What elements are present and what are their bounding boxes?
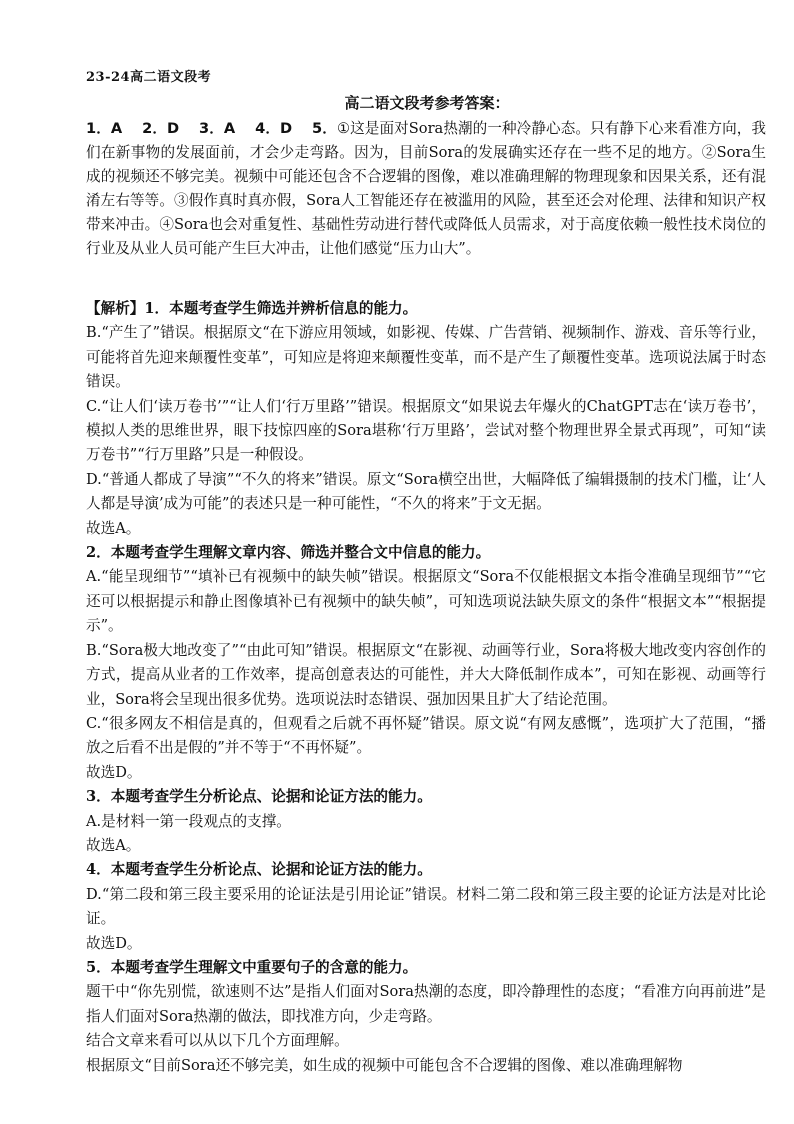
analysis-para-14: D.“第二段和第三段主要采用的论证法是引用论证”错误。材料二第二段和第三段主要的论证方法是对比论证。 xyxy=(86,885,766,928)
exam-header-tag: 23-24高二语文段考 xyxy=(86,70,212,85)
analysis-para-6: A.“能呈现细节”“填补已有视频中的缺失帧”错误。根据原文“Sora不仅能根据文本指令准确呈现细节”“它还可以根据提示和静止图像填补已有视频中的缺失帧”，可知选项说法缺失原文的条件“根据文本”“根据提示”。 xyxy=(86,568,766,635)
analysis-para-7: B.“Sora极大地改变了”“由此可知”错误。根据原文“在影视、动画等行业，Sora将极大地改变内容创作的方式，提高从业者的工作效率，提高创意表达的可能性，并大大降低制作成本”，可知在影视、动画等行业，Sora将会呈现出很多优势。选项说法时态错误、强加因果且扩大了结论范围。 xyxy=(86,641,766,708)
analysis-para-15: 故选D。 xyxy=(86,934,142,952)
analysis-para-2: C.“让人们‘读万卷书’”“让人们‘行万里路’”错误。根据原文“如果说去年爆火的ChatGPT志在‘读万卷书’，模拟人类的思维世界，眼下技惊四座的Sora堪称‘行万里路’，尝试对整个物理世界全景式再现”，可知“读万卷书”“行万里路”只是一种假设。 xyxy=(86,397,766,464)
analysis-section xyxy=(86,297,766,1078)
answer-key xyxy=(86,117,766,261)
analysis-para-1: B.“产生了”错误。根据原文“在下游应用领域，如影视、传媒、广告营销、视频制作、游戏、音乐等行业，可能将首先迎来颠覆性变革”，可知应是将迎来颠覆性变革，而不是产生了颠覆性变革。选项说法属于时态错误。 xyxy=(86,324,766,391)
analysis-para-11: A.是材料一第一段观点的支撑。 xyxy=(86,812,291,830)
analysis-para-5: 2．本题考查学生理解文章内容、筛选并整合文中信息的能力。 xyxy=(86,544,491,562)
analysis-para-19: 根据原文“目前Sora还不够完美，如生成的视频中可能包含不合逻辑的图像、难以准确理解物 xyxy=(86,1056,683,1074)
analysis-para-9: 故选D。 xyxy=(86,763,142,781)
analysis-para-16: 5．本题考查学生理解文中重要句子的含意的能力。 xyxy=(86,958,418,976)
analysis-para-13: 4．本题考查学生分析论点、论据和论证方法的能力。 xyxy=(86,861,432,879)
analysis-para-17: 题干中“你先别慌，欲速则不达”是指人们面对Sora热潮的态度，即冷静理性的态度；“看准方向再前进”是指人们面对Sora热潮的做法，即找准方向，少走弯路。 xyxy=(86,983,766,1025)
analysis-tag: 【解析】 xyxy=(86,300,145,317)
q5-answer: ①这是面对Sora热潮的一种冷静心态。只有静下心来看准方向，我们在新事物的发展面前，才会少走弯路。因为，目前Sora的发展确实还存在一些不足的地方。②Sora生成的视频还不够完美。视频中可能还包含不合逻辑的图像，难以准确理解的物理现象和因果关系，还有混淆左右等等。③假作真时真亦假，Sora人工智能还存在被滥用的风险，甚至还会对伦理、法律和知识产权带来冲击。④Sora也会对重复性、基础性劳动进行替代或降低人员需求，对于高度依赖一般性技术岗位的行业及从业人员可能产生巨大冲击，让他们感觉“压力山大”。 xyxy=(86,120,767,257)
analysis-para-18: 结合文章来看可以从以下几个方面理解。 xyxy=(86,1032,349,1050)
analysis-para-4: 故选A。 xyxy=(86,519,141,537)
analysis-para-0: 【解析】1．本题考查学生筛选并辨析信息的能力。 xyxy=(86,300,418,317)
analysis-para-8: C.“很多网友不相信是真的，但观看之后就不再怀疑”错误。原文说“有网友感慨”，选项扩大了范围，“播放之后看不出是假的”并不等于“不再怀疑”。 xyxy=(86,714,766,757)
analysis-para-12: 故选A。 xyxy=(86,836,141,854)
analysis-para-10: 3．本题考查学生分析论点、论据和论证方法的能力。 xyxy=(86,788,432,806)
page-title: 高二语文段考参考答案： xyxy=(344,94,510,112)
analysis-para-3: D.“普通人都成了导演”“不久的将来”错误。原文“Sora横空出世，大幅降低了编辑摄制的技术门槛，让‘人人都是导演’成为可能”的表述只是一种可能性，“不久的将来”于文无据。 xyxy=(86,470,766,513)
choice-answers: 1．A 2．D 3．A 4．D 5． xyxy=(86,120,337,137)
